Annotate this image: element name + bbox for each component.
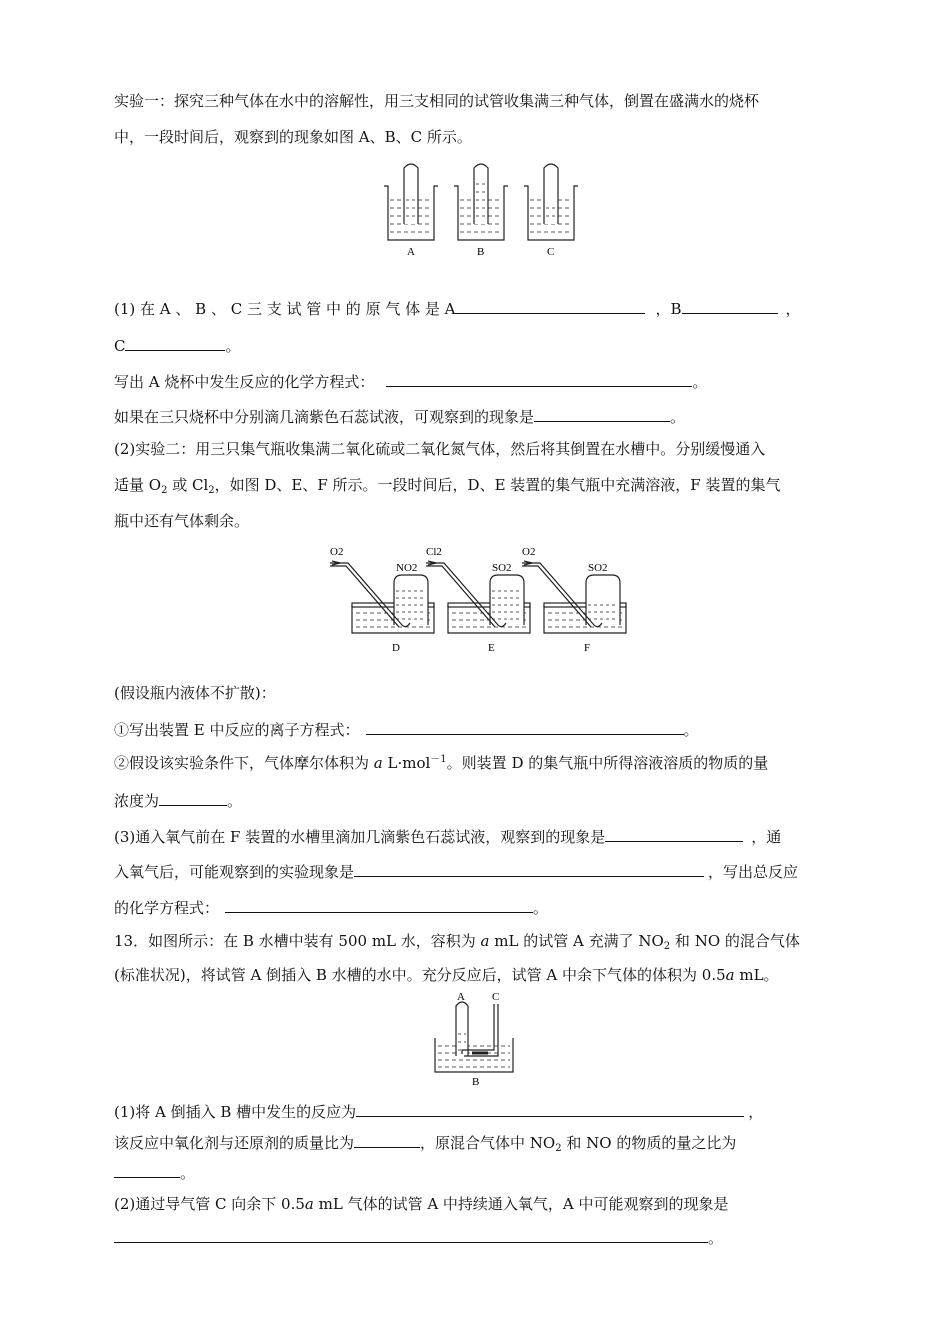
- exp1-line-1: 实验一：探究三种气体在水中的溶解性，用三支相同的试管收集满三种气体，倒置在盛满水的烧杯: [114, 92, 760, 110]
- blank-reaction[interactable]: [356, 1100, 744, 1117]
- q2-sub-2: ②假设该实验条件下，气体摩尔体积为 a L·mol$^{-1}$。则装置 D 的集气瓶中所得溶液溶质的物质的量: [114, 754, 769, 772]
- label-pipe-c: C: [492, 991, 500, 1003]
- blank-equation-a[interactable]: [386, 370, 692, 387]
- label-c: C: [547, 246, 555, 258]
- label-b: B: [477, 246, 485, 258]
- p13q2-line-1: (2)通过导气管 C 向余下 0.5a mL 气体的试管 A 中持续通入氧气，A 中可能观察到的现象是: [114, 1195, 729, 1213]
- q1-line-3: 写出 A 烧杯中发生反应的化学方程式： 。: [114, 370, 707, 392]
- gas-f: SO2: [588, 562, 608, 574]
- q2-line-2: 适量 $O_2$ 或 $Cl_2$，如图 D、E、F 所示。一段时间后，D、E 装置的集气瓶中充满溶液，F 装置的集气: [114, 476, 781, 496]
- q2-line-3: 瓶中还有气体剩余。: [114, 512, 250, 530]
- q2-sub-2-cont: 浓度为 。: [114, 789, 242, 811]
- blank-c[interactable]: [125, 334, 225, 351]
- q3-line-1: (3)通入氧气前在 F 装置的水槽里滴加几滴紫色石蕊试液，观察到的现象是 ，通: [114, 825, 781, 847]
- q3-line-3: 的化学方程式： 。: [114, 896, 548, 918]
- apparatus-d: [330, 561, 434, 633]
- inlet-d: O2: [330, 546, 344, 558]
- blank-concentration[interactable]: [159, 789, 227, 806]
- q2-sub-1: ①写出装置 E 中反应的离子方程式： 。: [114, 718, 699, 740]
- trough-b: [435, 1002, 513, 1072]
- q3-line-2: 入氧气后，可能观察到的实验现象是 ，写出总反应: [114, 860, 798, 882]
- p13-line-2: (标准状况)，将试管 A 倒插入 B 水槽的水中。充分反应后，试管 A 中余下气体的体积为 0.5a mL。: [114, 966, 779, 984]
- blank-f-after[interactable]: [354, 860, 704, 877]
- gas-e: SO2: [492, 562, 512, 574]
- inlet-e: Cl2: [426, 546, 442, 558]
- blank-phenomenon[interactable]: [534, 405, 670, 422]
- blank-b[interactable]: [682, 297, 778, 314]
- q1-line-4: 如果在三只烧杯中分别滴几滴紫色石蕊试液，可观察到的现象是 。: [114, 405, 685, 427]
- figure-abc: [380, 158, 580, 260]
- blank-mole-ratio[interactable]: [114, 1161, 180, 1178]
- figure-trough: [432, 990, 518, 1088]
- apparatus-f: [522, 561, 626, 633]
- p13q1-line-3: 。: [114, 1161, 195, 1183]
- p13q1-line-2: 该反应中氧化剂与还原剂的质量比为 ，原混合气体中 $NO_2$ 和 NO 的物质的量之比为: [114, 1131, 736, 1153]
- beaker-c: [524, 164, 578, 240]
- p13q2-line-2: 。: [114, 1226, 723, 1248]
- beaker-b: [454, 164, 508, 240]
- q2-line-1: (2)实验二：用三只集气瓶收集满二氧化硫或二氧化氮气体，然后将其倒置在水槽中。分别缓慢通入: [114, 440, 766, 458]
- label-a: A: [407, 246, 415, 258]
- p13q1-line-1: (1)将 A 倒插入 B 槽中发生的反应为 ，: [114, 1100, 763, 1122]
- figure-def: [326, 541, 636, 657]
- blank-observation[interactable]: [114, 1226, 708, 1243]
- label-tube-a: A: [457, 991, 465, 1003]
- inlet-f: O2: [522, 546, 536, 558]
- gas-d: NO2: [396, 562, 418, 574]
- label-d: D: [392, 642, 400, 654]
- exp1-line-2: 中，一段时间后，观察到的现象如图 A、B、C 所示。: [114, 128, 472, 146]
- blank-mass-ratio[interactable]: [354, 1131, 420, 1148]
- label-f: F: [584, 642, 591, 654]
- blank-ionic-equation[interactable]: [366, 718, 684, 735]
- q1-line-2: C 。: [114, 334, 241, 356]
- p13-line-1: 13．如图所示：在 B 水槽中装有 500 mL 水，容积为 a mL 的试管 A 充满了 $NO_2$ 和 NO 的混合气体: [114, 932, 800, 952]
- blank-a[interactable]: [455, 297, 645, 314]
- blank-total-equation[interactable]: [225, 896, 533, 913]
- q2-assumption: (假设瓶内液体不扩散)：: [114, 684, 276, 702]
- blank-f-before[interactable]: [605, 825, 743, 842]
- label-e: E: [488, 642, 495, 654]
- label-trough-b: B: [472, 1076, 480, 1088]
- apparatus-e: [426, 561, 530, 633]
- q1-line-1: (1) 在 A 、 B 、 C 三 支 试 管 中 的 原 气 体 是 A ，B ，: [114, 297, 801, 319]
- beaker-a: [384, 164, 438, 240]
